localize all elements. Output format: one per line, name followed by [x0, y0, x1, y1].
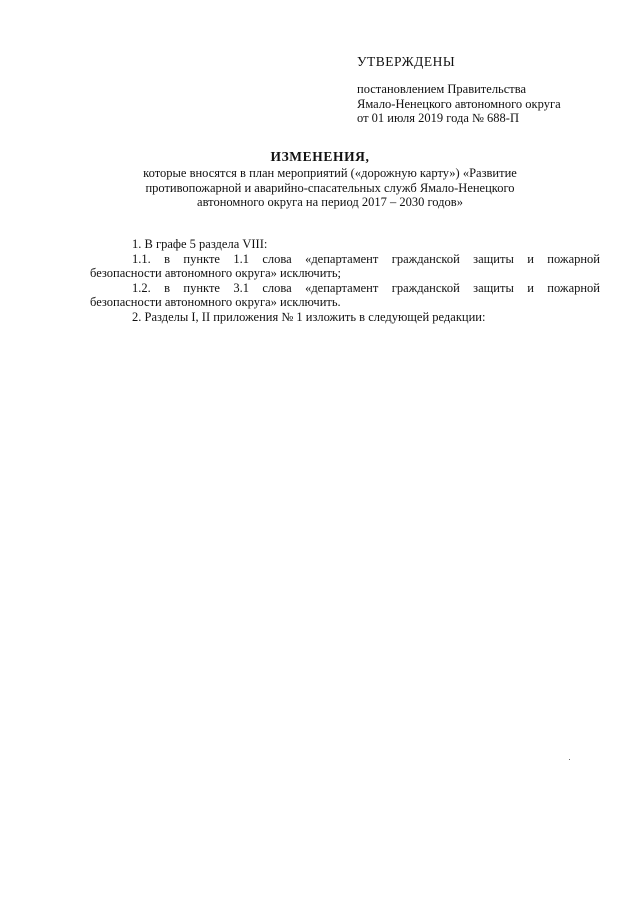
subtitle-line-3: автономного округа на период 2017 – 2030 годов» — [197, 195, 463, 209]
document-subtitle — [100, 166, 560, 210]
paragraph-item-1-1-line-1: 1.1. в пункте 1.1 слова «департамент гражданской защиты и пожарной — [132, 251, 600, 266]
paragraph-item-1-1-line-2: безопасности автономного округа» исключить; — [90, 266, 342, 280]
scan-speck — [569, 759, 570, 760]
approval-line-resolution: постановлением Правительства — [357, 82, 527, 96]
paragraph-item-2: 2. Разделы I, II приложения № 1 изложить в следующей редакции: — [132, 309, 486, 324]
subtitle-line-2: противопожарной и аварийно-спасательных служб Ямало-Ненецкого — [145, 180, 515, 195]
approval-heading: УТВЕРЖДЕНЫ — [357, 54, 456, 69]
paragraph-item-1-2-line-1: 1.2. в пункте 3.1 слова «департамент гражданской защиты и пожарной — [132, 280, 600, 295]
approval-line-date-number: от 01 июля 2019 года № 688-П — [357, 111, 519, 125]
document-body — [90, 237, 600, 324]
paragraph-item-1: 1. В графе 5 раздела VIII: — [132, 237, 268, 251]
approval-block — [357, 82, 607, 126]
subtitle-line-1: которые вносятся в план мероприятий («дорожную карту») «Развитие — [143, 166, 517, 180]
approval-line-region: Ямало-Ненецкого автономного округа — [357, 96, 561, 111]
paragraph-item-1-2-line-2: безопасности автономного округа» исключить. — [90, 295, 341, 309]
document-title: ИЗМЕНЕНИЯ, — [270, 149, 370, 164]
